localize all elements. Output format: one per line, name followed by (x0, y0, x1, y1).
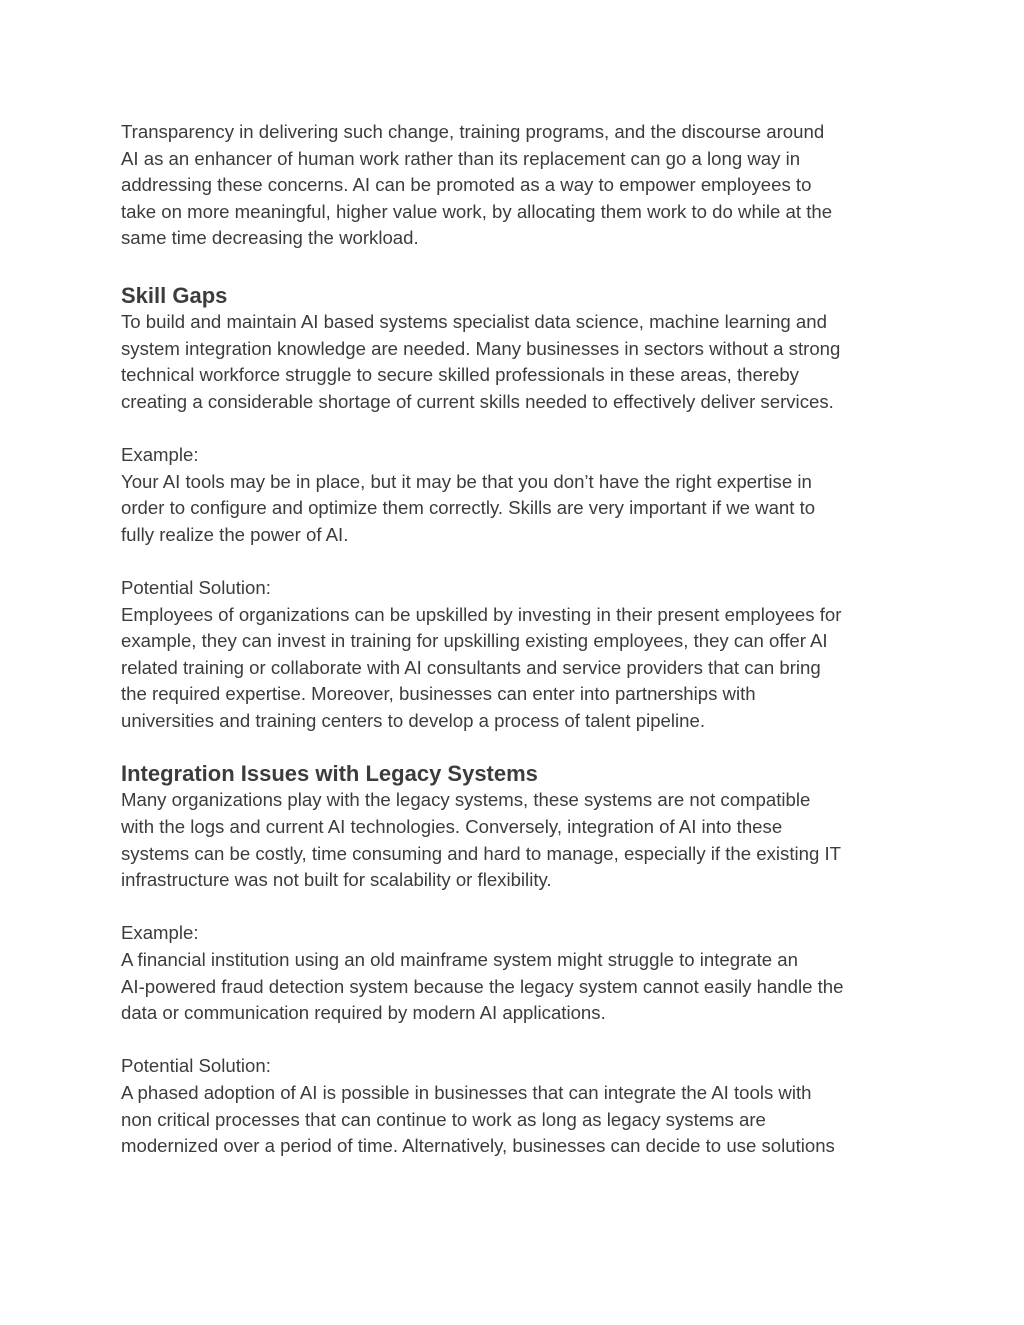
document-page (121, 119, 911, 1160)
section-heading-skill-gaps: Skill Gaps (121, 282, 228, 308)
integration-body: Many organizations play with the legacy systems, these systems are not compatible with the logs and current AI technologies. Conversely, integration of AI into these systems can be costly, time consuming and hard to manage, especially if the existing IT infrastructure was not built for scalability or flexibility. (121, 789, 841, 891)
skill-gaps-solution-text: Employees of organizations can be upskilled by investing in their present employees for example, they can invest in training for upskilling existing employees, they can offer AI related training or collaborate with AI consultants and service providers that can bring the required expertise. Moreover, businesses can enter into partnerships with universities and training centers to develop a process of talent pipeline. (121, 603, 842, 731)
integration-solution-label: Potential Solution: (121, 1055, 271, 1077)
intro-paragraph: Transparency in delivering such change, training programs, and the discourse around AI as an enhancer of human work rather than its replacement can go a long way in addressing these concerns. AI can be promoted as a way to empower employees to take on more meaningful, higher value work, by allocating them work to do while at the same time decreasing the workload. (121, 121, 833, 249)
skill-gaps-example-text: Your AI tools may be in place, but it may be that you don’t have the right expertise in order to configure and optimize them correctly. Skills are very important if we want to fully realize the power of AI. (121, 470, 816, 545)
skill-gaps-example-label: Example: (121, 443, 199, 465)
integration-example-text: A financial institution using an old mainframe system might struggle to integrate an AI-powered fraud detection system because the legacy system cannot easily handle the data or communication required by modern AI applications. (121, 949, 844, 1024)
integration-solution-text: A phased adoption of AI is possible in businesses that can integrate the AI tools with non critical processes that can continue to work as long as legacy systems are modernized over a period of time. Alternatively, businesses can decide to use solutions (121, 1082, 835, 1157)
paragraph-spacer (121, 548, 911, 575)
section-heading-integration-issues: Integration Issues with Legacy Systems (121, 761, 538, 787)
skill-gaps-solution-label: Potential Solution: (121, 576, 271, 598)
skill-gaps-body: To build and maintain AI based systems specialist data science, machine learning and system integration knowledge are needed. Many businesses in sectors without a strong technical workforce struggle to secure skilled professionals in these areas, thereby creating a considerable shortage of current skills needed to effectively deliver services. (121, 310, 841, 412)
paragraph-spacer (121, 894, 911, 921)
paragraph-spacer (121, 1027, 911, 1054)
paragraph-spacer (121, 415, 911, 442)
integration-example-label: Example: (121, 922, 199, 944)
